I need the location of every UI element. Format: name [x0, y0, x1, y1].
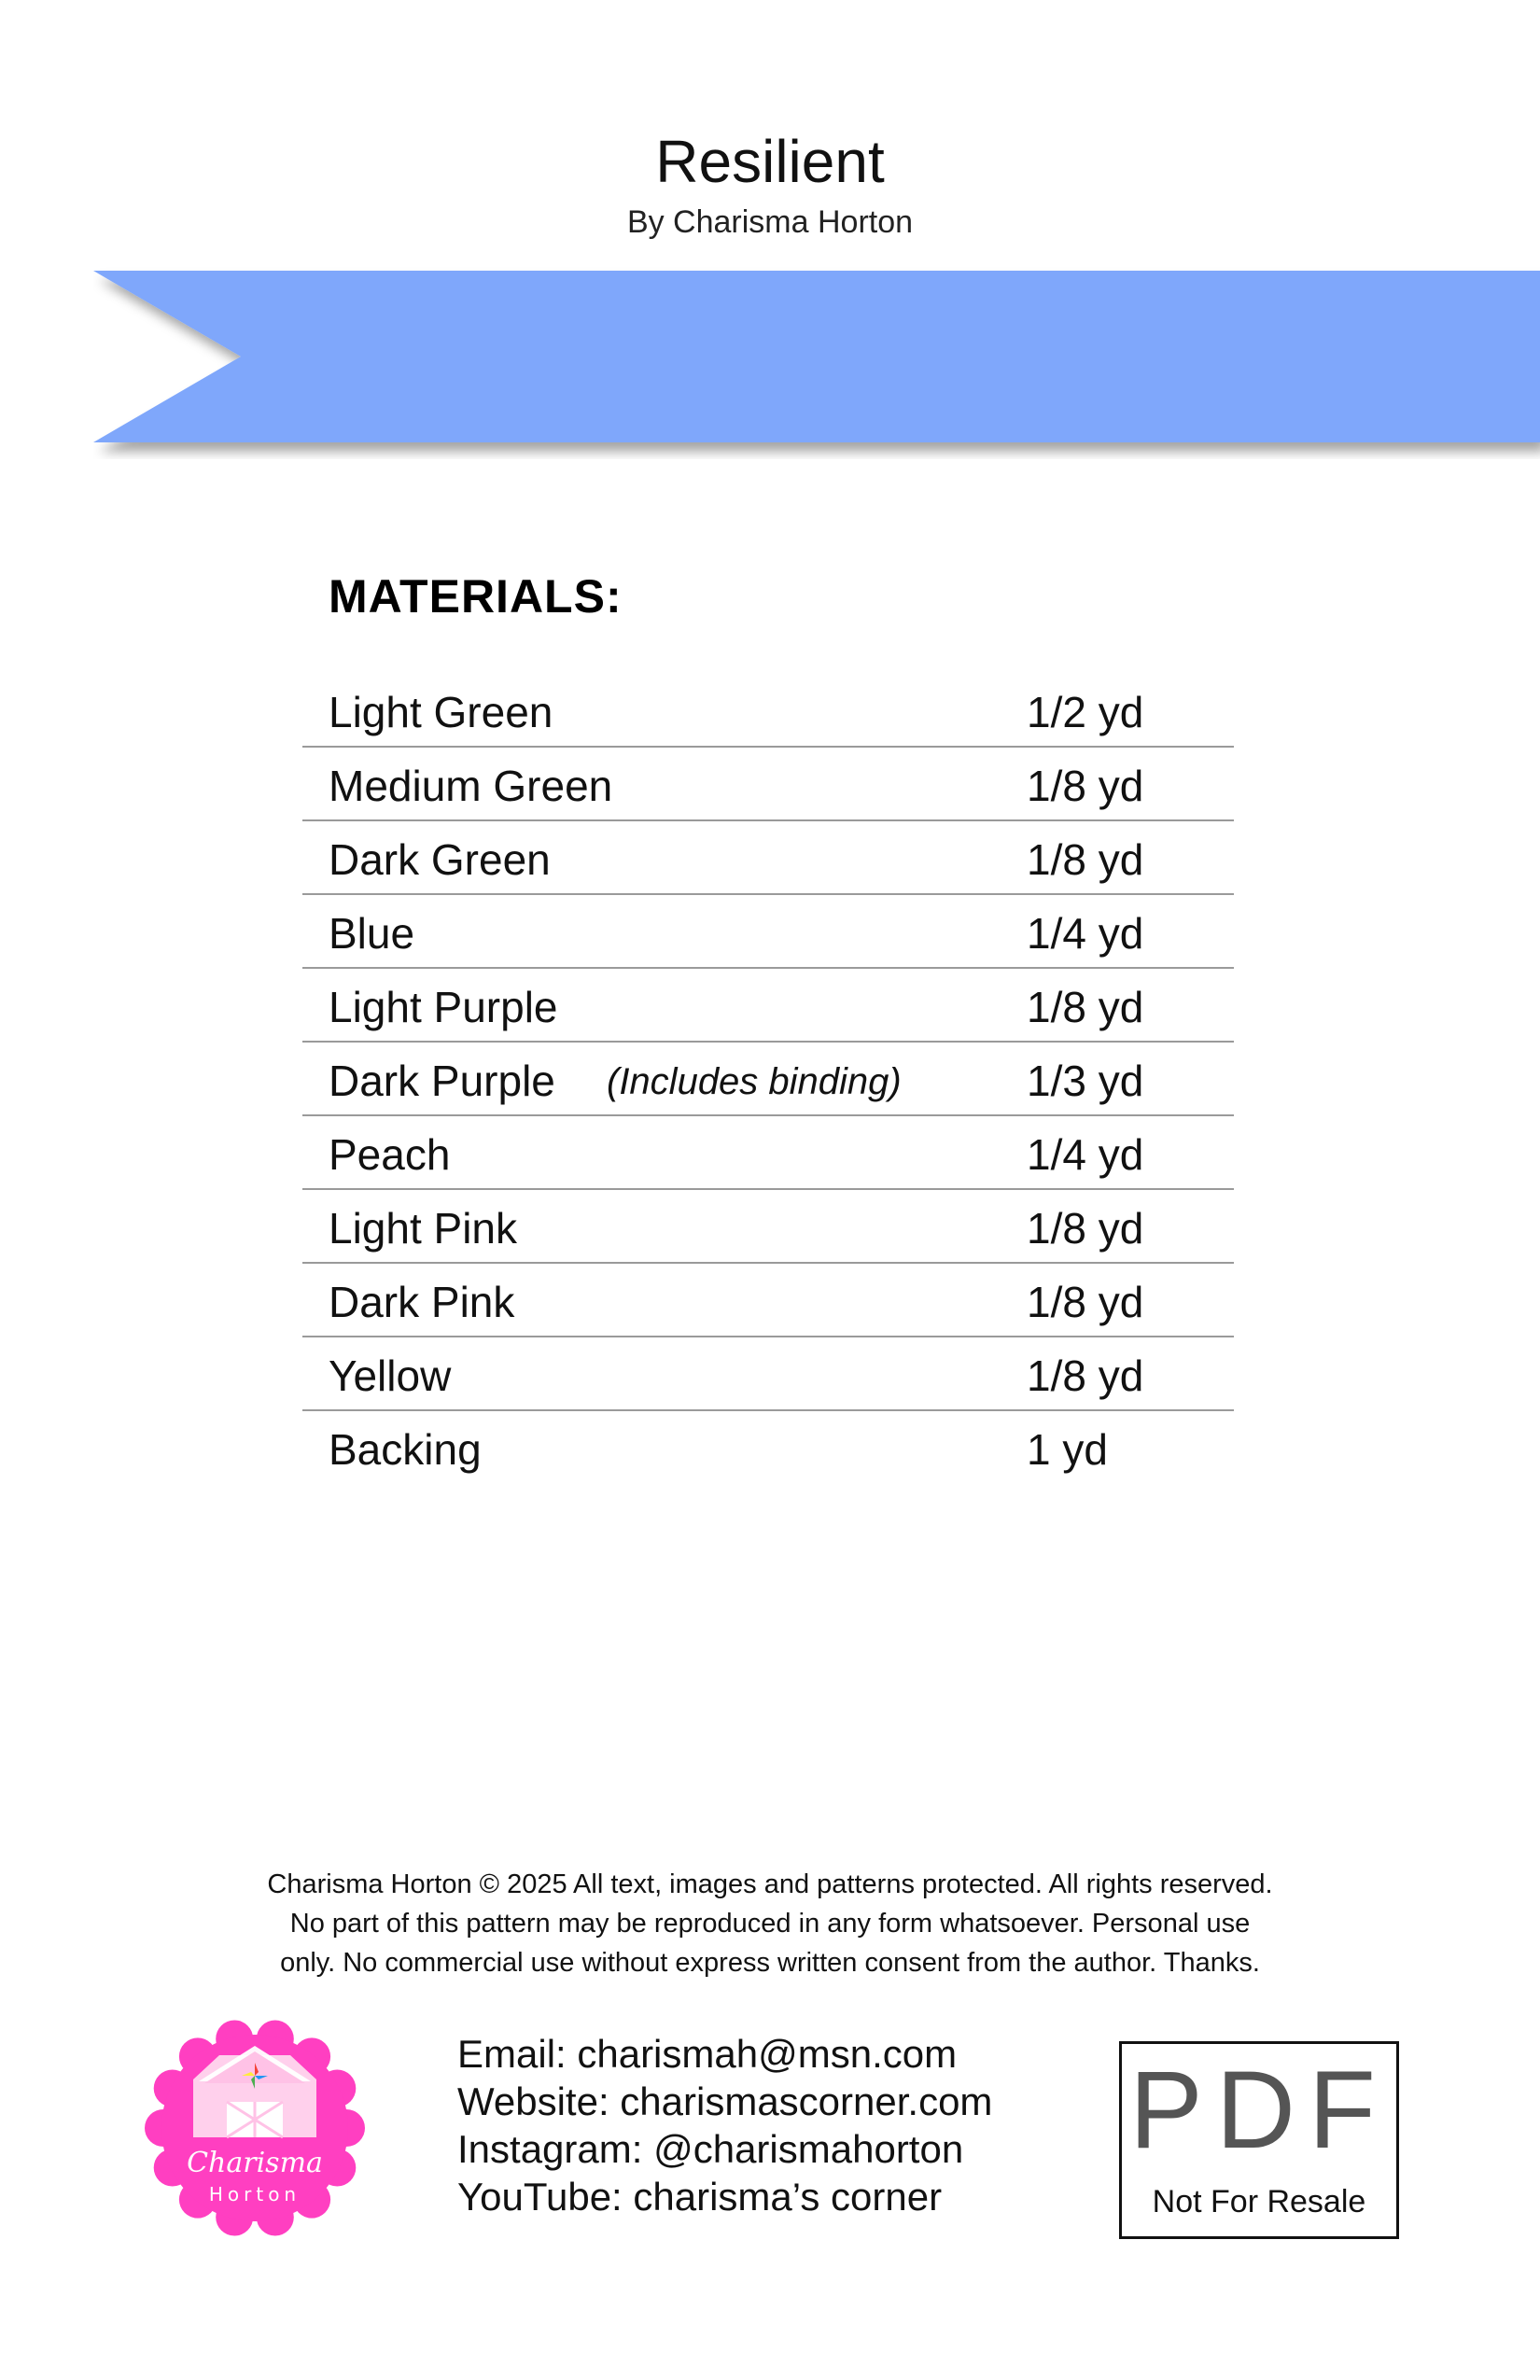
material-name: Light Green	[329, 688, 553, 736]
materials-row	[302, 969, 1234, 1043]
materials-row	[302, 1190, 1234, 1264]
material-name: Dark Purple	[329, 1057, 555, 1105]
material-quantity: 1/2 yd	[1027, 688, 1144, 736]
pattern-title: Resilient	[655, 128, 885, 195]
material-name: Backing	[329, 1425, 482, 1474]
material-quantity: 1/4 yd	[1027, 1130, 1144, 1179]
material-name: Dark Pink	[329, 1278, 515, 1326]
contact-youtube[interactable]: YouTube: charisma’s corner	[457, 2175, 943, 2219]
contact-instagram[interactable]: Instagram: @charismahorton	[457, 2127, 964, 2171]
material-name: Medium Green	[329, 762, 613, 810]
material-name: Light Purple	[329, 983, 558, 1031]
materials-row	[302, 1264, 1234, 1337]
material-quantity: 1 yd	[1027, 1425, 1108, 1474]
copyright-notice	[0, 1865, 1540, 1982]
pdf-not-for-resale-badge	[1119, 2041, 1399, 2239]
contact-website[interactable]: Website: charismascorner.com	[457, 2079, 993, 2123]
material-quantity: 1/8 yd	[1027, 983, 1144, 1031]
materials-row	[302, 895, 1234, 969]
material-quantity: 1/3 yd	[1027, 1057, 1144, 1105]
charisma-horton-logo	[145, 2018, 365, 2238]
contact-info	[457, 2030, 992, 2220]
material-quantity: 1/8 yd	[1027, 762, 1144, 810]
materials-row	[302, 821, 1234, 895]
pattern-byline: By Charisma Horton	[626, 204, 914, 240]
materials-row	[302, 748, 1234, 821]
materials-row	[302, 1043, 1234, 1116]
material-quantity: 1/8 yd	[1027, 1204, 1144, 1253]
material-quantity: 1/8 yd	[1027, 1278, 1144, 1326]
material-name: Light Pink	[329, 1204, 518, 1253]
logo-text-charisma: Charisma	[187, 2147, 323, 2179]
material-name: Yellow	[329, 1351, 452, 1400]
contact-email[interactable]: Email: charismah@msn.com	[457, 2032, 958, 2076]
material-quantity: 1/4 yd	[1027, 909, 1144, 958]
materials-table	[302, 674, 1234, 1485]
pdf-badge-label: PDF	[1129, 2049, 1389, 2172]
materials-row	[302, 1337, 1234, 1411]
materials-heading: MATERIALS:	[329, 570, 623, 623]
material-note: (Includes binding)	[607, 1061, 902, 1102]
ribbon-banner	[93, 263, 1540, 459]
material-quantity: 1/8 yd	[1027, 1351, 1144, 1400]
material-name: Dark Green	[329, 835, 551, 884]
copyright-line: No part of this pattern may be reproduced in any form whatsoever. Personal use	[289, 1909, 1251, 1939]
material-quantity: 1/8 yd	[1027, 835, 1144, 884]
pdf-badge-caption: Not For Resale	[1152, 2184, 1366, 2219]
logo-text-horton: Horton	[208, 2183, 301, 2205]
materials-row	[302, 1116, 1234, 1190]
materials-row	[302, 674, 1234, 748]
copyright-line: only. No commercial use without express written consent from the author. Thanks.	[280, 1948, 1260, 1978]
material-name: Peach	[329, 1130, 451, 1179]
materials-row	[302, 1411, 1234, 1485]
copyright-line: Charisma Horton © 2025 All text, images and patterns protected. All rights reserved.	[267, 1869, 1273, 1899]
material-name: Blue	[329, 909, 415, 958]
